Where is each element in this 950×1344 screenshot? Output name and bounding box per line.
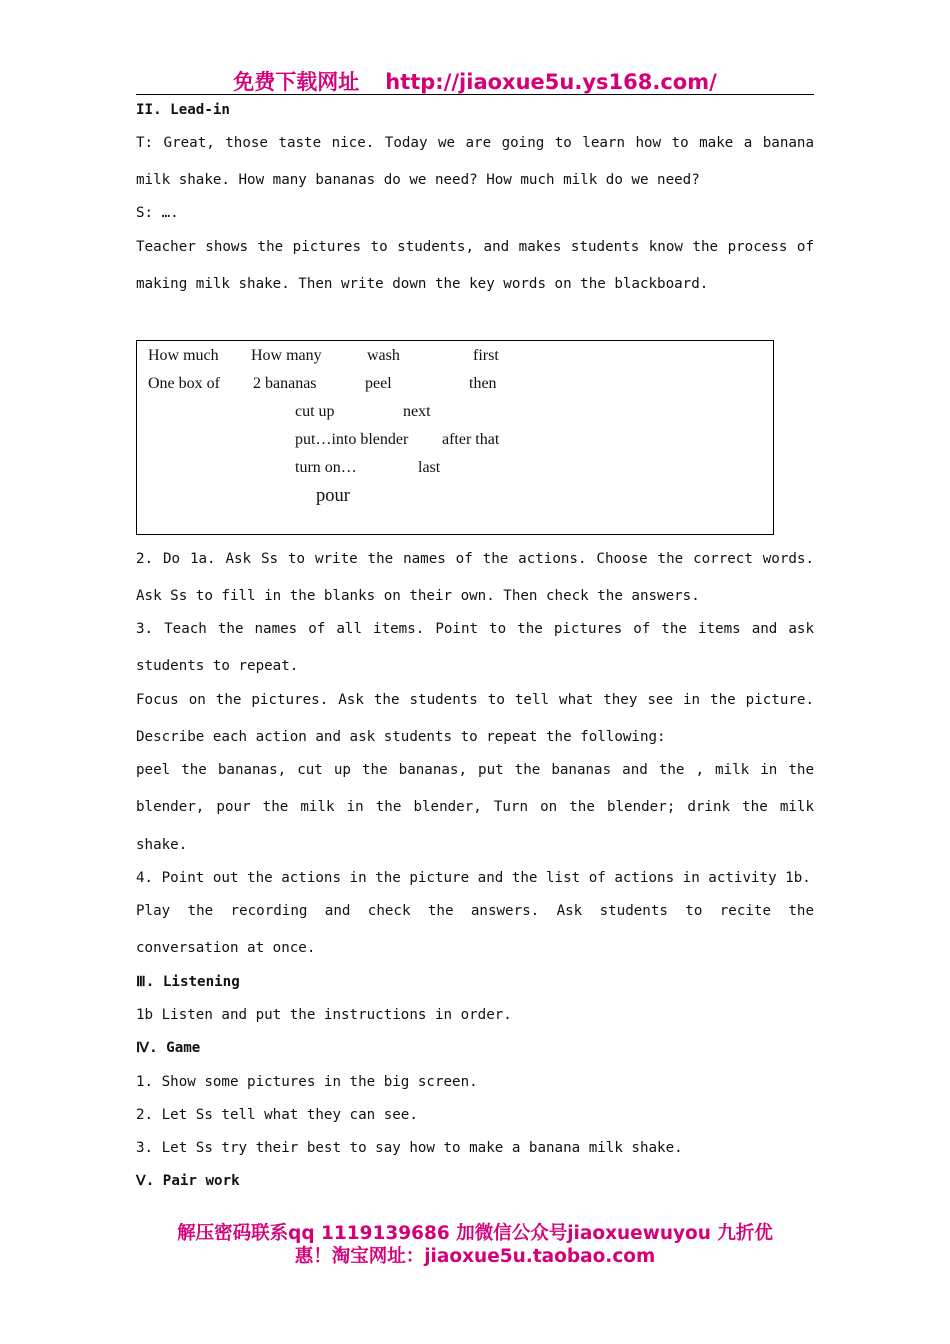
paragraph-line: making milk shake. Then write down the key words on the blackboard. [136,276,709,292]
list-item: 3. Let Ss try their best to say how to make a banana milk shake. [136,1140,683,1156]
keyword: How many [251,347,322,364]
section-heading-listening: Ⅲ. Listening [136,974,240,990]
header-url[interactable]: http://jiaoxue5u.ys168.com/ [385,70,717,94]
paragraph-line: S: …. [136,205,179,221]
keyword: then [469,375,497,392]
paragraph-line: Play the recording and check the answers. Ask students to recite the [136,903,814,919]
keyword: One box of [148,375,220,392]
paragraph-line: students to repeat. [136,658,299,674]
keyword: pour [316,486,350,506]
paragraph-line: T: Great, those taste nice. Today we are going to learn how to make a banana [136,135,814,151]
keyword: after that [442,431,500,448]
paragraph-line: Ask Ss to fill in the blanks on their own. Then check the answers. [136,588,700,604]
keyword: How much [148,347,219,364]
header-label: 免费下载网址 [233,70,360,94]
paragraph-line: milk shake. How many bananas do we need? How much milk do we need? [136,172,700,188]
section-heading-pair-work: Ⅴ. Pair work [136,1173,240,1189]
paragraph-line: 1b Listen and put the instructions in order. [136,1007,512,1023]
keyword: last [418,459,441,476]
footer-watermark-line1: 解压密码联系qq 1119139686 加微信公众号jiaoxuewuyou 九折优 [177,1223,773,1244]
section-heading-game: Ⅳ. Game [136,1040,201,1056]
paragraph-line: shake. [136,837,188,853]
paragraph-line: 4. Point out the actions in the picture and the list of actions in activity 1b. [136,870,811,886]
keyword: wash [367,347,400,364]
paragraph-line: Describe each action and ask students to repeat the following: [136,729,666,745]
footer-watermark-line2: 惠！淘宝网址：jiaoxue5u.taobao.com [294,1246,656,1267]
header-rule [136,94,814,95]
paragraph-line: Focus on the pictures. Ask the students to tell what they see in the picture. [136,692,814,708]
paragraph-line: 3. Teach the names of all items. Point to the pictures of the items and ask [136,621,814,637]
header-watermark [0,66,950,96]
keyword: cut up [295,403,335,420]
keyword: first [473,347,499,364]
keyword: peel [365,375,392,392]
paragraph-line: blender, pour the milk in the blender, Turn on the blender; drink the milk [136,799,814,815]
blackboard-keywords-box [136,340,774,535]
list-item: 2. Let Ss tell what they can see. [136,1107,418,1123]
list-item: 1. Show some pictures in the big screen. [136,1074,478,1090]
keyword: 2 bananas [253,375,317,392]
keyword: next [403,403,431,420]
paragraph-line: 2. Do 1a. Ask Ss to write the names of the actions. Choose the correct words. [136,551,814,567]
section-heading-lead-in: II. Lead-in [136,102,230,118]
paragraph-line: conversation at once. [136,940,316,956]
keyword: turn on… [295,459,357,476]
keyword: put…into blender [295,431,409,448]
paragraph-line: peel the bananas, cut up the bananas, put the bananas and the , milk in the [136,762,814,778]
paragraph-line: Teacher shows the pictures to students, and makes students know the process of [136,239,814,255]
